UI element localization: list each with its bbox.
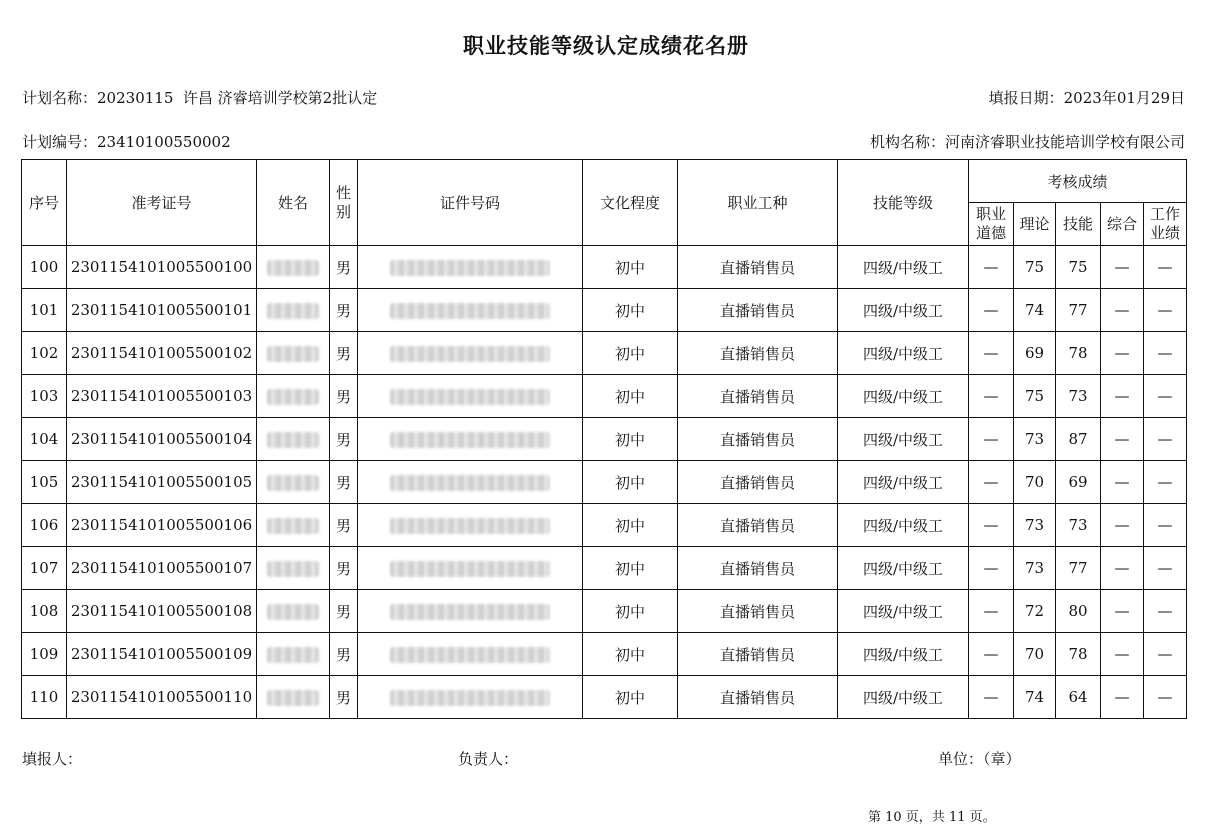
cell-id-redacted [358, 590, 583, 633]
cell-education: 初中 [583, 246, 678, 289]
cell-gender: 男 [330, 504, 358, 547]
cell-seq: 108 [22, 590, 67, 633]
cell-comprehensive: — [1101, 461, 1144, 504]
table-row [22, 461, 1187, 504]
cell-skill: 69 [1056, 461, 1101, 504]
cell-id-redacted [358, 418, 583, 461]
cell-education: 初中 [583, 590, 678, 633]
cell-comprehensive: — [1101, 418, 1144, 461]
cell-work: — [1144, 418, 1187, 461]
cell-exam-no: 2301154101005500107 [67, 547, 257, 590]
redaction-block [267, 346, 319, 362]
cell-name-redacted [257, 547, 330, 590]
header-ethics: 职业道德 [969, 203, 1014, 246]
cell-comprehensive: — [1101, 590, 1144, 633]
redaction-block [390, 346, 550, 362]
plan-name-label: 计划名称： [22, 89, 98, 107]
cell-work: — [1144, 504, 1187, 547]
header-name: 姓名 [257, 160, 330, 246]
cell-skill: 73 [1056, 504, 1101, 547]
cell-seq: 109 [22, 633, 67, 676]
cell-name-redacted [257, 590, 330, 633]
cell-ethics: — [969, 418, 1014, 461]
cell-gender: 男 [330, 375, 358, 418]
header-theory: 理论 [1014, 203, 1056, 246]
cell-ethics: — [969, 461, 1014, 504]
cell-level: 四级/中级工 [838, 676, 969, 719]
cell-comprehensive: — [1101, 504, 1144, 547]
cell-id-redacted [358, 289, 583, 332]
cell-gender: 男 [330, 418, 358, 461]
table-row [22, 332, 1187, 375]
table-row [22, 676, 1187, 719]
cell-exam-no: 2301154101005500104 [67, 418, 257, 461]
cell-name-redacted [257, 633, 330, 676]
cell-theory: 72 [1014, 590, 1056, 633]
redaction-block [390, 647, 550, 663]
cell-education: 初中 [583, 547, 678, 590]
cell-education: 初中 [583, 289, 678, 332]
header-id-no: 证件号码 [358, 160, 583, 246]
cell-occupation: 直播销售员 [678, 246, 838, 289]
cell-level: 四级/中级工 [838, 289, 969, 332]
cell-exam-no: 2301154101005500105 [67, 461, 257, 504]
cell-occupation: 直播销售员 [678, 289, 838, 332]
header-comprehensive: 综合 [1101, 203, 1144, 246]
organization-label: 机构名称： [869, 133, 945, 151]
cell-level: 四级/中级工 [838, 504, 969, 547]
cell-id-redacted [358, 504, 583, 547]
unit-label: 单位：（章） [938, 750, 1021, 768]
plan-number [22, 131, 231, 152]
redaction-block [267, 303, 319, 319]
cell-seq: 105 [22, 461, 67, 504]
cell-id-redacted [358, 246, 583, 289]
table-row [22, 375, 1187, 418]
redaction-block [390, 690, 550, 706]
cell-exam-no: 2301154101005500109 [67, 633, 257, 676]
cell-level: 四级/中级工 [838, 461, 969, 504]
redaction-block [267, 690, 319, 706]
redaction-block [267, 260, 319, 276]
cell-exam-no: 2301154101005500101 [67, 289, 257, 332]
cell-level: 四级/中级工 [838, 375, 969, 418]
cell-education: 初中 [583, 418, 678, 461]
table-row [22, 418, 1187, 461]
cell-work: — [1144, 246, 1187, 289]
cell-occupation: 直播销售员 [678, 590, 838, 633]
cell-ethics: — [969, 332, 1014, 375]
cell-exam-no: 2301154101005500100 [67, 246, 257, 289]
redaction-block [267, 561, 319, 577]
header-work: 工作业绩 [1144, 203, 1187, 246]
cell-work: — [1144, 375, 1187, 418]
cell-level: 四级/中级工 [838, 418, 969, 461]
cell-id-redacted [358, 676, 583, 719]
cell-education: 初中 [583, 676, 678, 719]
cell-skill: 75 [1056, 246, 1101, 289]
page-title: 职业技能等级认定成绩花名册 [463, 33, 749, 58]
cell-name-redacted [257, 375, 330, 418]
cell-occupation: 直播销售员 [678, 418, 838, 461]
cell-occupation: 直播销售员 [678, 504, 838, 547]
cell-skill: 78 [1056, 332, 1101, 375]
redaction-block [390, 260, 550, 276]
cell-comprehensive: — [1101, 246, 1144, 289]
cell-skill: 73 [1056, 375, 1101, 418]
cell-education: 初中 [583, 461, 678, 504]
cell-name-redacted [257, 332, 330, 375]
cell-skill: 77 [1056, 547, 1101, 590]
cell-ethics: — [969, 504, 1014, 547]
cell-work: — [1144, 461, 1187, 504]
redaction-block [267, 604, 319, 620]
header-education: 文化程度 [583, 160, 678, 246]
header-gender: 性别 [330, 160, 358, 246]
redaction-block [267, 389, 319, 405]
cell-ethics: — [969, 676, 1014, 719]
redaction-block [390, 432, 550, 448]
cell-level: 四级/中级工 [838, 590, 969, 633]
cell-work: — [1144, 676, 1187, 719]
table-row [22, 289, 1187, 332]
cell-gender: 男 [330, 246, 358, 289]
cell-occupation: 直播销售员 [678, 375, 838, 418]
cell-seq: 104 [22, 418, 67, 461]
cell-gender: 男 [330, 633, 358, 676]
filler-label: 填报人： [22, 750, 83, 768]
cell-occupation: 直播销售员 [678, 547, 838, 590]
cell-skill: 80 [1056, 590, 1101, 633]
plan-number-value: 23410100550002 [97, 133, 231, 151]
redaction-block [267, 518, 319, 534]
cell-seq: 106 [22, 504, 67, 547]
cell-ethics: — [969, 375, 1014, 418]
cell-gender: 男 [330, 461, 358, 504]
cell-id-redacted [358, 461, 583, 504]
cell-skill: 77 [1056, 289, 1101, 332]
cell-seq: 103 [22, 375, 67, 418]
fill-date-value: 2023年01月29日 [1063, 89, 1185, 107]
cell-seq: 110 [22, 676, 67, 719]
cell-theory: 73 [1014, 504, 1056, 547]
header-exam-no: 准考证号 [67, 160, 257, 246]
fill-date-label: 填报日期： [988, 89, 1064, 107]
cell-theory: 74 [1014, 289, 1056, 332]
cell-work: — [1144, 590, 1187, 633]
redaction-block [390, 475, 550, 491]
cell-name-redacted [257, 504, 330, 547]
cell-theory: 73 [1014, 547, 1056, 590]
header-scores-group: 考核成绩 [969, 160, 1187, 203]
cell-name-redacted [257, 246, 330, 289]
cell-work: — [1144, 332, 1187, 375]
cell-occupation: 直播销售员 [678, 461, 838, 504]
cell-theory: 70 [1014, 633, 1056, 676]
cell-name-redacted [257, 289, 330, 332]
cell-name-redacted [257, 676, 330, 719]
cell-theory: 75 [1014, 375, 1056, 418]
header-skill: 技能 [1056, 203, 1101, 246]
cell-level: 四级/中级工 [838, 633, 969, 676]
cell-education: 初中 [583, 375, 678, 418]
cell-theory: 69 [1014, 332, 1056, 375]
fill-date [989, 87, 1185, 108]
cell-occupation: 直播销售员 [678, 332, 838, 375]
table-row [22, 504, 1187, 547]
cell-theory: 73 [1014, 418, 1056, 461]
cell-id-redacted [358, 375, 583, 418]
header-level: 技能等级 [838, 160, 969, 246]
cell-id-redacted [358, 633, 583, 676]
results-table-body [22, 246, 1187, 719]
cell-skill: 87 [1056, 418, 1101, 461]
responsible-label: 负责人： [458, 750, 519, 768]
redaction-block [390, 604, 550, 620]
redaction-block [390, 389, 550, 405]
header-seq: 序号 [22, 160, 67, 246]
cell-comprehensive: — [1101, 332, 1144, 375]
cell-level: 四级/中级工 [838, 332, 969, 375]
cell-gender: 男 [330, 547, 358, 590]
cell-ethics: — [969, 633, 1014, 676]
redaction-block [390, 303, 550, 319]
cell-education: 初中 [583, 633, 678, 676]
cell-gender: 男 [330, 590, 358, 633]
cell-education: 初中 [583, 332, 678, 375]
cell-level: 四级/中级工 [838, 246, 969, 289]
cell-education: 初中 [583, 504, 678, 547]
redaction-block [390, 561, 550, 577]
plan-name-value: 20230115 许昌 济睿培训学校第2批认定 [97, 89, 378, 107]
table-row [22, 547, 1187, 590]
plan-name [22, 87, 377, 108]
cell-exam-no: 2301154101005500108 [67, 590, 257, 633]
header-occupation: 职业工种 [678, 160, 838, 246]
cell-skill: 64 [1056, 676, 1101, 719]
cell-exam-no: 2301154101005500102 [67, 332, 257, 375]
organization-value: 河南济睿职业技能培训学校有限公司 [944, 133, 1185, 151]
cell-gender: 男 [330, 289, 358, 332]
cell-work: — [1144, 633, 1187, 676]
cell-seq: 102 [22, 332, 67, 375]
cell-comprehensive: — [1101, 289, 1144, 332]
cell-id-redacted [358, 332, 583, 375]
cell-comprehensive: — [1101, 676, 1144, 719]
cell-seq: 100 [22, 246, 67, 289]
cell-ethics: — [969, 547, 1014, 590]
cell-level: 四级/中级工 [838, 547, 969, 590]
cell-id-redacted [358, 547, 583, 590]
cell-ethics: — [969, 590, 1014, 633]
redaction-block [267, 647, 319, 663]
cell-gender: 男 [330, 332, 358, 375]
cell-work: — [1144, 289, 1187, 332]
redaction-block [267, 432, 319, 448]
cell-exam-no: 2301154101005500106 [67, 504, 257, 547]
redaction-block [390, 518, 550, 534]
cell-seq: 107 [22, 547, 67, 590]
cell-exam-no: 2301154101005500103 [67, 375, 257, 418]
cell-ethics: — [969, 289, 1014, 332]
cell-comprehensive: — [1101, 633, 1144, 676]
cell-occupation: 直播销售员 [678, 633, 838, 676]
cell-theory: 70 [1014, 461, 1056, 504]
plan-number-label: 计划编号： [22, 133, 98, 151]
results-table [21, 159, 1187, 719]
cell-occupation: 直播销售员 [678, 676, 838, 719]
cell-name-redacted [257, 418, 330, 461]
table-row [22, 246, 1187, 289]
cell-name-redacted [257, 461, 330, 504]
cell-comprehensive: — [1101, 547, 1144, 590]
redaction-block [267, 475, 319, 491]
organization [870, 131, 1185, 152]
cell-work: — [1144, 547, 1187, 590]
cell-seq: 101 [22, 289, 67, 332]
cell-exam-no: 2301154101005500110 [67, 676, 257, 719]
cell-theory: 74 [1014, 676, 1056, 719]
cell-ethics: — [969, 246, 1014, 289]
table-row [22, 590, 1187, 633]
page-info: 第 10 页，共 11 页。 [868, 810, 996, 825]
cell-skill: 78 [1056, 633, 1101, 676]
table-row [22, 633, 1187, 676]
cell-theory: 75 [1014, 246, 1056, 289]
cell-comprehensive: — [1101, 375, 1144, 418]
cell-gender: 男 [330, 676, 358, 719]
